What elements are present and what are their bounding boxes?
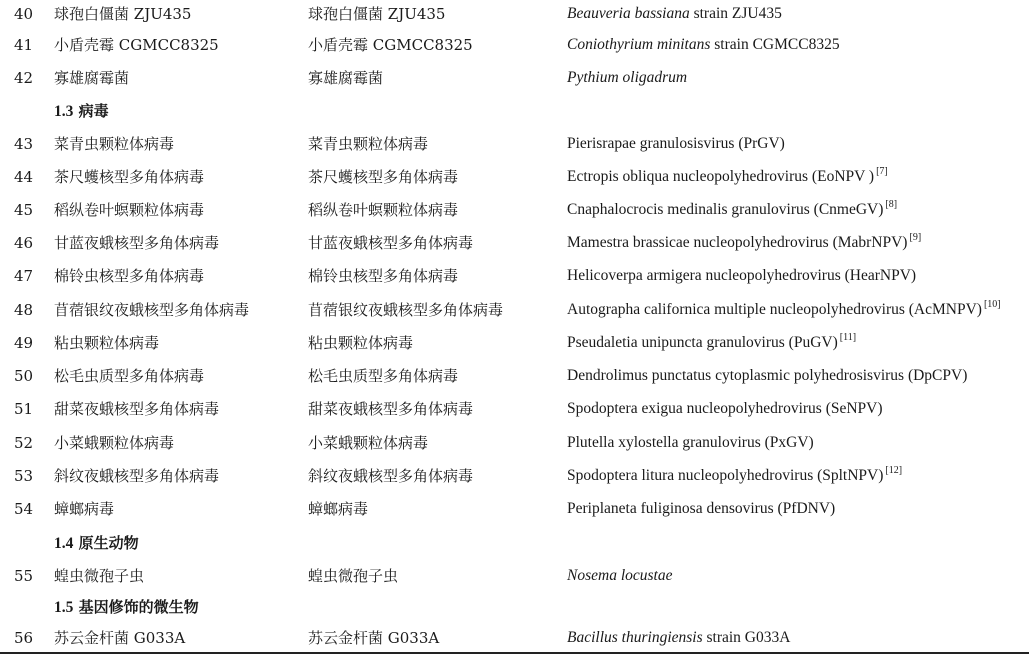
chinese-common-name: 小盾壳霉 CGMCC8325 [308,36,473,54]
section-number: 1.5 [54,599,74,616]
row-number: 52 [14,434,34,452]
chinese-common-name: 菜青虫颗粒体病毒 [308,135,429,153]
section-heading [54,529,139,558]
scientific-name [567,229,921,257]
chinese-common-name: 苜蓿银纹夜蛾核型多角体病毒 [308,301,504,319]
table-row [0,64,1029,92]
scientific-name-text: Cnaphalocrocis medinalis granulovirus (CnmeGV) [567,201,884,218]
chinese-common-name: 甜菜夜蛾核型多角体病毒 [308,400,474,418]
scientific-name [567,329,856,357]
chinese-name: 蝗虫微孢子虫 [54,567,145,585]
scientific-name-text: Ectropis obliqua nucleopolyhedrovirus (EoNPV ) [567,168,875,185]
chinese-common-name: 蝗虫微孢子虫 [308,567,399,585]
scientific-name [567,429,814,457]
table-row [0,624,1029,652]
chinese-common-name: 斜纹夜蛾核型多角体病毒 [308,467,474,485]
table-row [0,329,1029,357]
scientific-name [567,31,840,59]
row-number: 49 [14,334,34,352]
chinese-common-name: 蟑螂病毒 [308,500,369,518]
chinese-common-name: 球孢白僵菌 ZJU435 [308,5,446,23]
row-number: 50 [14,367,34,385]
reference-marker: [11] [839,332,857,343]
chinese-common-name: 小菜蛾颗粒体病毒 [308,434,429,452]
scientific-name [567,495,835,523]
chinese-name: 稻纵卷叶螟颗粒体病毒 [54,201,205,219]
section-label: 原生动物 [78,534,139,552]
scientific-name [567,362,967,390]
scientific-name-italic: Pythium oligadrum [567,69,688,86]
scientific-name-text: Pseudaletia unipuncta granulovirus (PuGV) [567,334,838,351]
scientific-name-text: strain CGMCC8325 [710,36,840,53]
scientific-name-text: Autographa californica multiple nucleopolyhedrovirus (AcMNPV) [567,301,982,318]
table-row [0,163,1029,191]
row-number: 45 [14,201,34,219]
row-number: 42 [14,69,34,87]
chinese-common-name: 甘蓝夜蛾核型多角体病毒 [308,234,474,252]
chinese-common-name: 粘虫颗粒体病毒 [308,334,414,352]
chinese-name: 蟑螂病毒 [54,500,115,518]
chinese-name: 粘虫颗粒体病毒 [54,334,160,352]
scientific-name-text: Mamestra brassicae nucleopolyhedrovirus (MabrNPV) [567,234,908,251]
table-row [0,495,1029,523]
chinese-common-name: 茶尺蠖核型多角体病毒 [308,168,459,186]
scientific-name [567,196,897,224]
scientific-name-italic: Beauveria bassiana [567,5,690,22]
section-number: 1.4 [54,535,74,552]
chinese-common-name: 棉铃虫核型多角体病毒 [308,267,459,285]
table-row [0,130,1029,158]
table-row [0,462,1029,490]
chinese-name: 苜蓿银纹夜蛾核型多角体病毒 [54,301,250,319]
table-row [0,31,1029,59]
scientific-name-text: Spodoptera exigua nucleopolyhedrovirus (SeNPV) [567,400,883,417]
row-number: 48 [14,301,34,319]
table-row [0,562,1029,590]
scientific-name-italic: Nosema locustae [567,567,673,584]
chinese-name: 松毛虫质型多角体病毒 [54,367,205,385]
table-row [0,395,1029,423]
row-number: 53 [14,467,34,485]
row-number: 56 [14,629,34,647]
chinese-name: 菜青虫颗粒体病毒 [54,135,175,153]
scientific-name-text: Helicoverpa armigera nucleopolyhedrovirus (HearNPV) [567,267,917,284]
chinese-common-name: 苏云金杆菌 G033A [308,629,440,647]
chinese-name: 小盾壳霉 CGMCC8325 [54,36,219,54]
scientific-name-text: strain ZJU435 [689,5,782,22]
scientific-name [567,462,902,490]
reference-marker: [12] [885,465,903,476]
row-number: 43 [14,135,34,153]
table-row [0,196,1029,224]
table-row [0,229,1029,257]
reference-marker: [9] [909,232,922,243]
reference-marker: [10] [983,299,1001,310]
chinese-name: 斜纹夜蛾核型多角体病毒 [54,467,220,485]
row-number: 41 [14,36,34,54]
section-number: 1.3 [54,103,74,120]
table-row [0,296,1029,324]
row-number: 47 [14,267,34,285]
chinese-name: 寡雄腐霉菌 [54,69,130,87]
scientific-name [567,0,782,28]
row-number: 51 [14,400,34,418]
chinese-name: 茶尺蠖核型多角体病毒 [54,168,205,186]
row-number: 55 [14,567,34,585]
chinese-common-name: 寡雄腐霉菌 [308,69,384,87]
scientific-name-text: strain G033A [702,629,791,646]
scientific-name [567,64,687,92]
section-heading [54,593,199,622]
chinese-name: 苏云金杆菌 G033A [54,629,186,647]
chinese-name: 甘蓝夜蛾核型多角体病毒 [54,234,220,252]
section-label: 病毒 [78,102,109,120]
bottom-rule [0,652,1029,654]
scientific-name [567,296,1001,324]
table-row [0,362,1029,390]
scientific-name-italic: Bacillus thuringiensis [567,629,703,646]
row-number: 54 [14,500,34,518]
reference-marker: [8] [885,199,898,210]
scientific-name [567,395,883,423]
row-number: 46 [14,234,34,252]
chinese-name: 甜菜夜蛾核型多角体病毒 [54,400,220,418]
scientific-name [567,624,790,652]
row-number: 44 [14,168,34,186]
scientific-name [567,562,672,590]
scientific-name-text: Plutella xylostella granulovirus (PxGV) [567,434,814,451]
section-heading [54,97,109,126]
scientific-name [567,262,916,290]
chinese-name: 球孢白僵菌 ZJU435 [54,5,192,23]
scientific-name [567,130,785,158]
scientific-name [567,163,888,191]
chinese-name: 小菜蛾颗粒体病毒 [54,434,175,452]
table-row [0,262,1029,290]
chinese-common-name: 松毛虫质型多角体病毒 [308,367,459,385]
chinese-name: 棉铃虫核型多角体病毒 [54,267,205,285]
scientific-name-italic: Coniothyrium minitans [567,36,711,53]
row-number: 40 [14,5,34,23]
scientific-name-text: Dendrolimus punctatus cytoplasmic polyhedrosisvirus (DpCPV) [567,367,968,384]
scientific-name-text: Pierisrapae granulosisvirus (PrGV) [567,135,785,152]
chinese-common-name: 稻纵卷叶螟颗粒体病毒 [308,201,459,219]
reference-marker: [7] [876,166,888,177]
scientific-name-text: Spodoptera litura nucleopolyhedrovirus (SpltNPV) [567,467,884,484]
scientific-name-text: Periplaneta fuliginosa densovirus (PfDNV) [567,500,836,517]
table-row [0,0,1029,28]
section-label: 基因修饰的微生物 [78,598,199,616]
table-row [0,429,1029,457]
